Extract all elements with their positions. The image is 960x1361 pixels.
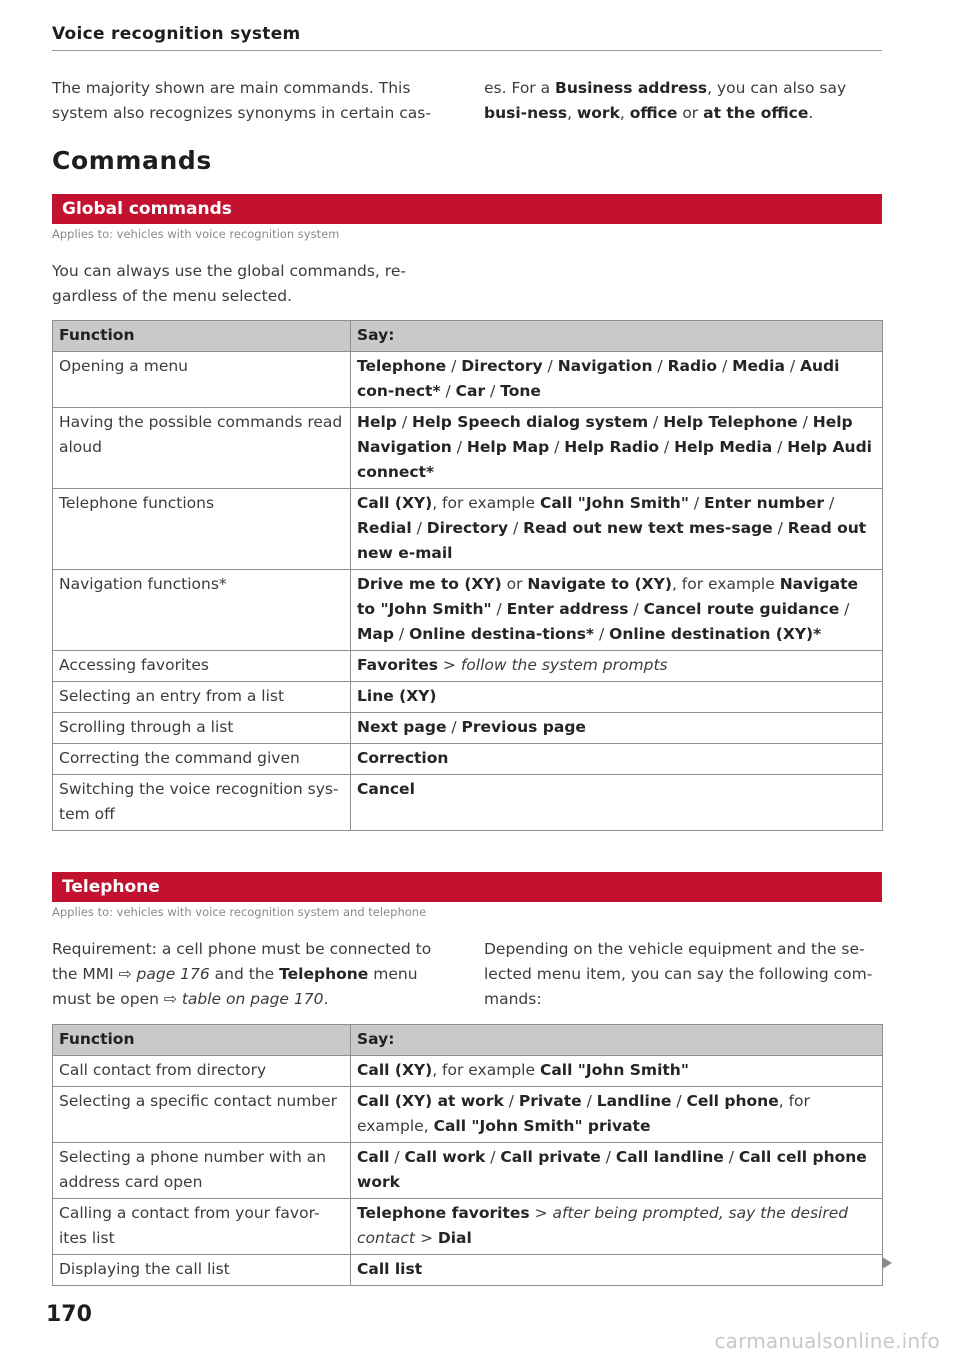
telephone-applies: Applies to: vehicles with voice recognition system and telephone <box>52 905 427 919</box>
function-cell: Correcting the command given <box>53 744 351 775</box>
section-header: Voice recognition system <box>52 24 882 51</box>
say-cell: Telephone favorites > after being prompted, say the desired contact > Dial <box>351 1199 883 1255</box>
table-row <box>53 408 883 489</box>
col-function: Function <box>53 321 351 352</box>
global-commands-bar: Global commands <box>52 194 882 224</box>
table-row <box>53 744 883 775</box>
telephone-intro-right: Depending on the vehicle equipment and the se-lected menu item, you can say the following com-mands: <box>484 940 873 1008</box>
telephone-requirement: Requirement: a cell phone must be connected to the MMI ⇨ page 176 and the Telephone menu must be open ⇨ table on page 170. <box>52 940 432 1008</box>
intro-left: The majority shown are main commands. This system also recognizes synonyms in certain cas- <box>52 79 431 122</box>
telephone-bar: Telephone <box>52 872 882 902</box>
table-row <box>53 1255 883 1286</box>
say-cell: Cancel <box>351 775 883 831</box>
function-cell: Displaying the call list <box>53 1255 351 1286</box>
function-cell: Call contact from directory <box>53 1056 351 1087</box>
table-header-row <box>53 321 883 352</box>
say-cell: Line (XY) <box>351 682 883 713</box>
say-cell: Drive me to (XY) or Navigate to (XY), for example Navigate to "John Smith" / Enter address / Cancel route guidance / Map / Online destina-tions* / Online destination (XY)* <box>351 570 883 651</box>
table-row <box>53 682 883 713</box>
say-cell: Call (XY), for example Call "John Smith" <box>351 1056 883 1087</box>
function-cell: Navigation functions* <box>53 570 351 651</box>
say-cell: Correction <box>351 744 883 775</box>
function-cell: Telephone functions <box>53 489 351 570</box>
watermark: carmanualsonline.info <box>714 1329 940 1353</box>
col-function: Function <box>53 1025 351 1056</box>
function-cell: Selecting a phone number with an address card open <box>53 1143 351 1199</box>
table-row <box>53 1056 883 1087</box>
global-commands-table <box>52 320 883 831</box>
page-number: 170 <box>46 1302 92 1327</box>
table-row <box>53 489 883 570</box>
commands-heading: Commands <box>52 146 212 175</box>
table-row <box>53 570 883 651</box>
table-row <box>53 1087 883 1143</box>
function-cell: Having the possible commands read aloud <box>53 408 351 489</box>
say-cell: Call list <box>351 1255 883 1286</box>
table-header-row <box>53 1025 883 1056</box>
global-intro-text: You can always use the global commands, re-gardless of the menu selected. <box>52 262 406 305</box>
function-cell: Scrolling through a list <box>53 713 351 744</box>
table-row <box>53 651 883 682</box>
say-cell: Call / Call work / Call private / Call landline / Call cell phone work <box>351 1143 883 1199</box>
table-row <box>53 775 883 831</box>
say-cell: Call (XY), for example Call "John Smith" / Enter number / Redial / Directory / Read out new text mes-sage / Read out new e-mail <box>351 489 883 570</box>
global-applies: Applies to: vehicles with voice recognition system <box>52 227 340 241</box>
table-row <box>53 713 883 744</box>
continue-arrow-icon <box>882 1257 892 1269</box>
function-cell: Selecting a specific contact number <box>53 1087 351 1143</box>
say-cell: Call (XY) at work / Private / Landline / Cell phone, for example, Call "John Smith" private <box>351 1087 883 1143</box>
say-cell: Next page / Previous page <box>351 713 883 744</box>
table-link[interactable]: ⇨ table on page 170 <box>163 990 324 1008</box>
table-row <box>53 352 883 408</box>
page-link[interactable]: ⇨ page 176 <box>118 965 210 983</box>
function-cell: Accessing favorites <box>53 651 351 682</box>
col-say: Say: <box>351 321 883 352</box>
say-cell: Telephone / Directory / Navigation / Radio / Media / Audi con-nect* / Car / Tone <box>351 352 883 408</box>
function-cell: Calling a contact from your favor-ites list <box>53 1199 351 1255</box>
col-say: Say: <box>351 1025 883 1056</box>
function-cell: Selecting an entry from a list <box>53 682 351 713</box>
intro-right: es. For a Business address, you can also say busi-ness, work, office or at the office. <box>484 79 847 122</box>
function-cell: Switching the voice recognition sys-tem off <box>53 775 351 831</box>
table-row <box>53 1143 883 1199</box>
table-row <box>53 1199 883 1255</box>
function-cell: Opening a menu <box>53 352 351 408</box>
say-cell: Help / Help Speech dialog system / Help Telephone / Help Navigation / Help Map / Help Radio / Help Media / Help Audi connect* <box>351 408 883 489</box>
telephone-commands-table <box>52 1024 883 1286</box>
say-cell: Favorites > follow the system prompts <box>351 651 883 682</box>
